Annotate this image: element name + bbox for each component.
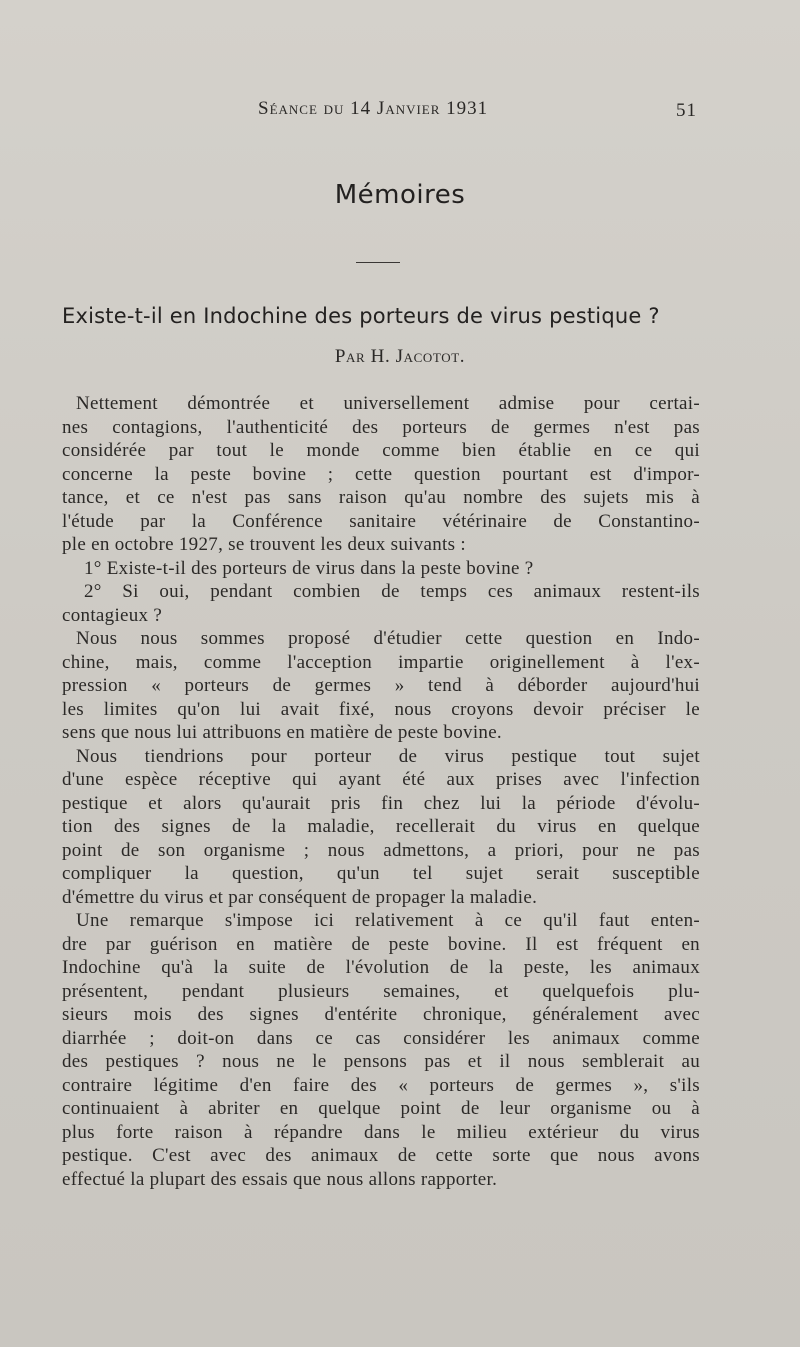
text-line: continuaient à abriter en quelque point de leur organisme ou à xyxy=(62,1098,700,1119)
text-line: les limites qu'on lui avait fixé, nous croyons devoir préciser le xyxy=(62,698,700,720)
article-title: Existe-t-il en Indochine des porteurs de virus pestique ? xyxy=(62,304,660,328)
text-line: effectué la plupart des essais que nous allons rapporter. xyxy=(62,1168,498,1190)
text-line: chine, mais, comme l'acception impartie originellement à l'ex- xyxy=(62,651,700,673)
text-line: d'une espèce réceptive qui ayant été aux prises avec l'infection xyxy=(62,769,700,790)
text-line: pestique. C'est avec des animaux de cette sorte que nous avons xyxy=(62,1145,700,1166)
text-line: Indochine qu'à la suite de l'évolution de la peste, les animaux xyxy=(62,957,700,978)
text-line: plus forte raison à répandre dans le milieu extérieur du virus xyxy=(62,1121,700,1143)
section-divider xyxy=(356,262,400,263)
text-line: 2° Si oui, pendant combien de temps ces animaux restent-ils xyxy=(84,581,700,602)
text-line: sens que nous lui attribuons en matière de peste bovine. xyxy=(62,722,502,743)
text-line: tance, et ce n'est pas sans raison qu'au nombre des sujets mis à xyxy=(62,487,700,508)
text-line: Nous nous sommes proposé d'étudier cette question en Indo- xyxy=(76,628,700,649)
text-line: point de son organisme ; nous admettons, a priori, pour ne pas xyxy=(62,839,700,861)
text-line: pestique et alors qu'aurait pris fin chez lui la période d'évolu- xyxy=(62,792,700,814)
text-line: des pestiques ? nous ne le pensons pas et il nous semblerait au xyxy=(62,1051,700,1072)
text-line: contagieux ? xyxy=(62,604,163,626)
text-line: présentent, pendant plusieurs semaines, et quelquefois plu- xyxy=(62,980,700,1002)
article-body xyxy=(62,392,700,1191)
article-byline: Par H. Jacotot. xyxy=(334,346,466,367)
running-head-title: Séance du 14 Janvier 1931 xyxy=(258,98,489,119)
text-line: l'étude par la Conférence sanitaire vétérinaire de Constantino- xyxy=(62,510,700,532)
text-line: Nettement démontrée et universellement admise pour certai- xyxy=(76,393,700,414)
text-line: dre par guérison en matière de peste bovine. Il est fréquent en xyxy=(62,933,700,955)
text-line: concerne la peste bovine ; cette question pourtant est d'impor- xyxy=(62,463,700,485)
text-line: tion des signes de la maladie, recellerait du virus en quelque xyxy=(62,816,700,837)
text-line: diarrhée ; doit-on dans ce cas considérer les animaux comme xyxy=(62,1027,700,1049)
running-head xyxy=(0,98,800,128)
text-line: sieurs mois des signes d'entérite chronique, généralement avec xyxy=(62,1004,700,1025)
text-line: pression « porteurs de germes » tend à déborder aujourd'hui xyxy=(62,675,700,696)
text-line: nes contagions, l'authenticité des porteurs de germes n'est pas xyxy=(62,416,700,438)
text-line: d'émettre du virus et par conséquent de propager la maladie. xyxy=(62,886,538,908)
text-line: 1° Existe-t-il des porteurs de virus dans la peste bovine ? xyxy=(84,557,534,579)
page-number: 51 xyxy=(676,100,697,121)
text-line: contraire légitime d'en faire des « porteurs de germes », s'ils xyxy=(62,1074,700,1096)
text-line: ple en octobre 1927, se trouvent les deux suivants : xyxy=(62,534,466,555)
text-line: compliquer la question, qu'un tel sujet serait susceptible xyxy=(62,863,700,884)
text-line: considérée par tout le monde comme bien établie en ce qui xyxy=(62,440,700,461)
text-line: Nous tiendrions pour porteur de virus pestique tout sujet xyxy=(76,745,700,767)
section-title: Mémoires xyxy=(334,180,466,210)
text-line: Une remarque s'impose ici relativement à ce qu'il faut enten- xyxy=(76,910,700,931)
